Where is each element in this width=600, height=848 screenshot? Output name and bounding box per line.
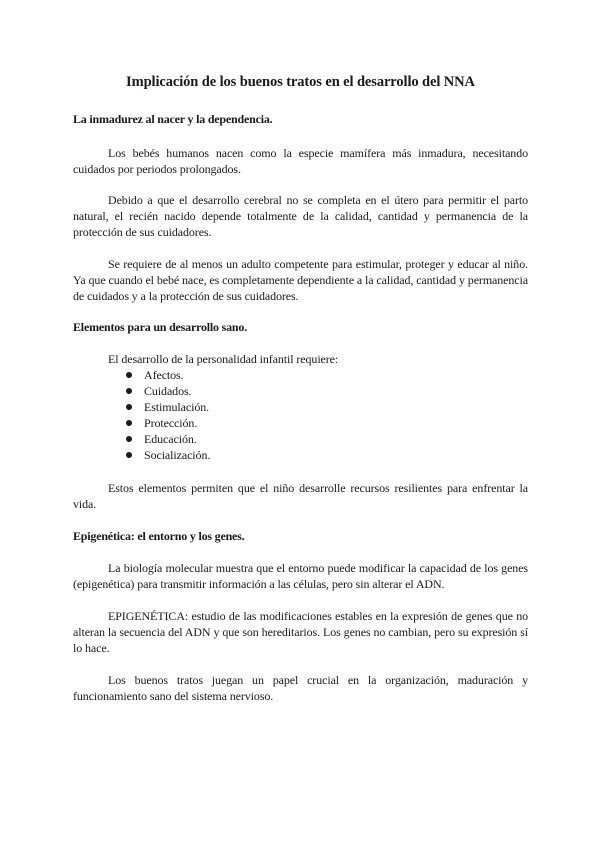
bullet-icon [126,372,132,378]
section-heading-elementos: Elementos para un desarrollo sano. [73,320,247,334]
bullet-icon [126,452,132,458]
section-heading-inmadurez: La inmadurez al nacer y la dependencia. [73,112,273,126]
list-item: Cuidados. [126,383,210,399]
paragraph-adulto-competente: Se requiere de al menos un adulto competente para estimular, proteger y educar al niño. Ya que cuando el bebé nace, es completamente dependiente a la calidad, cantidad y permanencia de cuidados y a la protección de sus cuidadores. [73,257,528,303]
paragraph-buenos-tratos: Los buenos tratos juegan un papel crucial en la organización, maduración y funcionamiento sano del sistema nervioso. [73,673,528,703]
paragraph-recursos-resilientes: Estos elementos permiten que el niño desarrolle recursos resilientes para enfrentar la vida. [73,481,528,511]
paragraph-bebes: Los bebés humanos nacen como la especie mamífera más inmadura, necesitando cuidados por periodos prolongados. [73,146,528,176]
bullet-icon [126,436,132,442]
document-title: Implicación de los buenos tratos en el desarrollo del NNA [126,74,475,90]
bullet-icon [126,388,132,394]
bullet-icon [126,420,132,426]
paragraph-desarrollo-cerebral: Debido a que el desarrollo cerebral no se completa en el útero para permitir el parto natural, el recién nacido depende totalmente de la calidad, cantidad y permanencia de la protección de sus cuidadores. [73,193,528,239]
list-item: Educación. [126,431,210,447]
list-item: Afectos. [126,367,210,383]
paragraph-biologia-molecular: La biología molecular muestra que el entorno puede modificar la capacidad de los genes (epigenética) para transmitir información a las células, pero sin alterar el ADN. [73,561,528,591]
bullet-icon [126,404,132,410]
list-item: Estimulación. [126,399,210,415]
section-heading-epigenetica: Epigenética: el entorno y los genes. [73,529,245,543]
list-item: Socialización. [126,447,210,463]
paragraph-definicion-epigenetica: EPIGENÉTICA: estudio de las modificaciones estables en la expresión de genes que no alteran la secuencia del ADN y que son hereditarios. Los genes no cambian, pero su expresión sí lo hace. [73,609,528,655]
list-intro: El desarrollo de la personalidad infantil requiere: [108,352,339,366]
elements-list [126,367,210,463]
list-item: Protección. [126,415,210,431]
